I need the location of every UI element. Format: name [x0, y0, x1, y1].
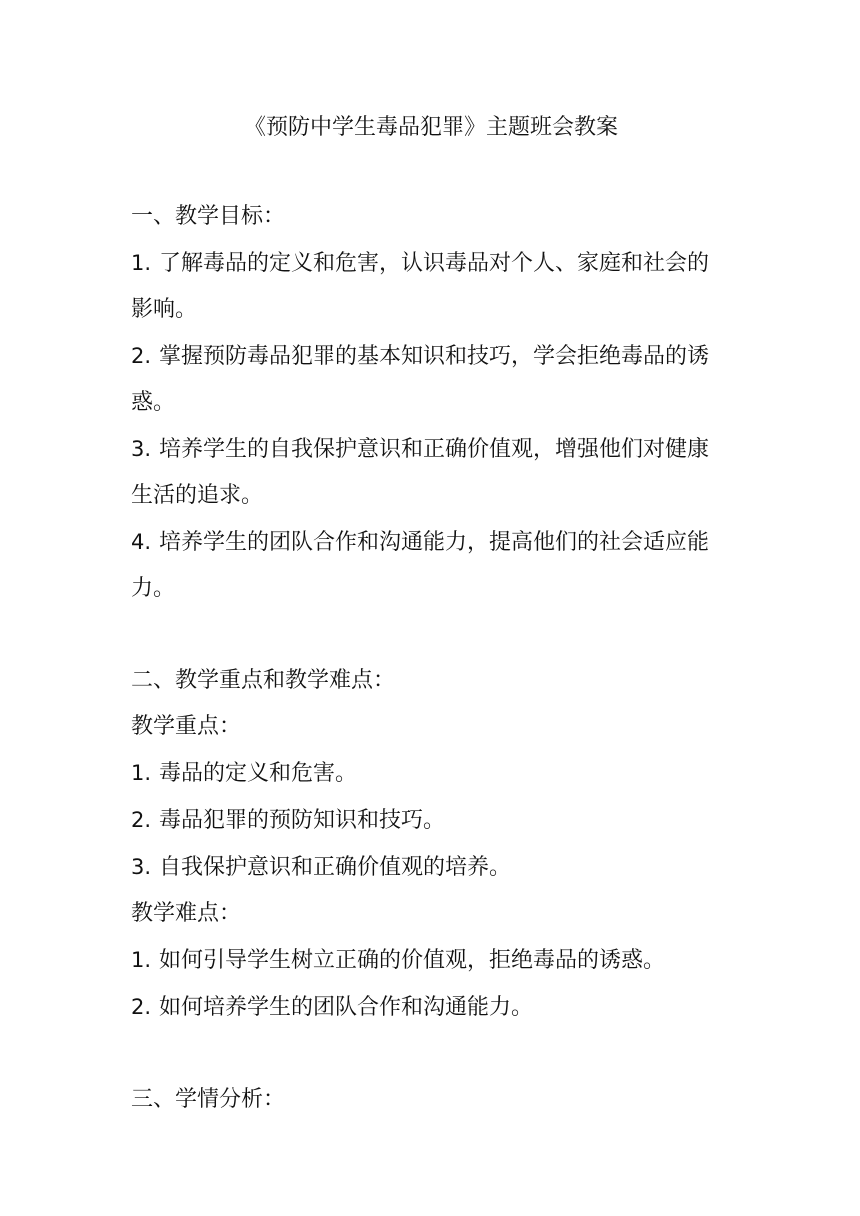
section-heading: 三、学情分析：: [131, 1087, 286, 1112]
section-heading: 二、教学重点和教学难点：: [131, 668, 396, 693]
spacer: [131, 612, 731, 658]
list-item: [131, 797, 731, 844]
item-number: 4.: [131, 530, 152, 554]
section-key-and-difficult-points: [131, 658, 731, 1031]
item-text: 掌握预防毒品犯罪的基本知识和技巧，学会拒绝毒品的诱: [159, 344, 710, 369]
item-number: 3.: [131, 855, 152, 879]
section-teaching-objectives: [131, 194, 731, 612]
list-item: [131, 519, 731, 612]
item-text: 毒品犯罪的预防知识和技巧。: [159, 808, 446, 833]
item-number: 2.: [131, 995, 152, 1019]
objectives-list: [131, 240, 731, 612]
item-text: 培养学生的自我保护意识和正确价值观，增强他们对健康: [159, 437, 710, 462]
key-points-list: [131, 750, 731, 891]
difficult-points-label: 教学难点：: [131, 901, 242, 926]
document-body: [131, 112, 731, 1123]
spacer: [131, 1031, 731, 1077]
item-text-continued: 力。: [131, 576, 176, 601]
list-item: [131, 984, 731, 1031]
item-text-continued: 生活的追求。: [131, 483, 264, 508]
key-points-label: 教学重点：: [131, 714, 242, 739]
list-item: [131, 240, 731, 333]
item-text-continued: 惑。: [131, 390, 176, 415]
item-text-continued: 影响。: [131, 297, 198, 322]
section-heading: 一、教学目标：: [131, 204, 286, 229]
item-text: 自我保护意识和正确价值观的培养。: [159, 855, 512, 880]
item-text: 了解毒品的定义和危害，认识毒品对个人、家庭和社会的: [159, 251, 710, 276]
list-item: [131, 333, 731, 426]
document-title: 《预防中学生毒品犯罪》主题班会教案: [243, 115, 618, 140]
item-number: 2.: [131, 808, 152, 832]
list-item: [131, 937, 731, 984]
item-text: 培养学生的团队合作和沟通能力，提高他们的社会适应能: [159, 530, 710, 555]
item-number: 3.: [131, 437, 152, 461]
list-item: [131, 426, 731, 519]
difficult-points-list: [131, 937, 731, 1031]
item-text: 毒品的定义和危害。: [159, 761, 358, 786]
item-text: 如何培养学生的团队合作和沟通能力。: [159, 995, 534, 1020]
list-item: [131, 750, 731, 797]
item-text: 如何引导学生树立正确的价值观，拒绝毒品的诱惑。: [159, 948, 666, 973]
item-number: 1.: [131, 251, 152, 275]
item-number: 1.: [131, 761, 152, 785]
section-learning-analysis: [131, 1077, 731, 1123]
list-item: [131, 844, 731, 891]
item-number: 2.: [131, 344, 152, 368]
item-number: 1.: [131, 948, 152, 972]
spacer: [131, 144, 731, 194]
